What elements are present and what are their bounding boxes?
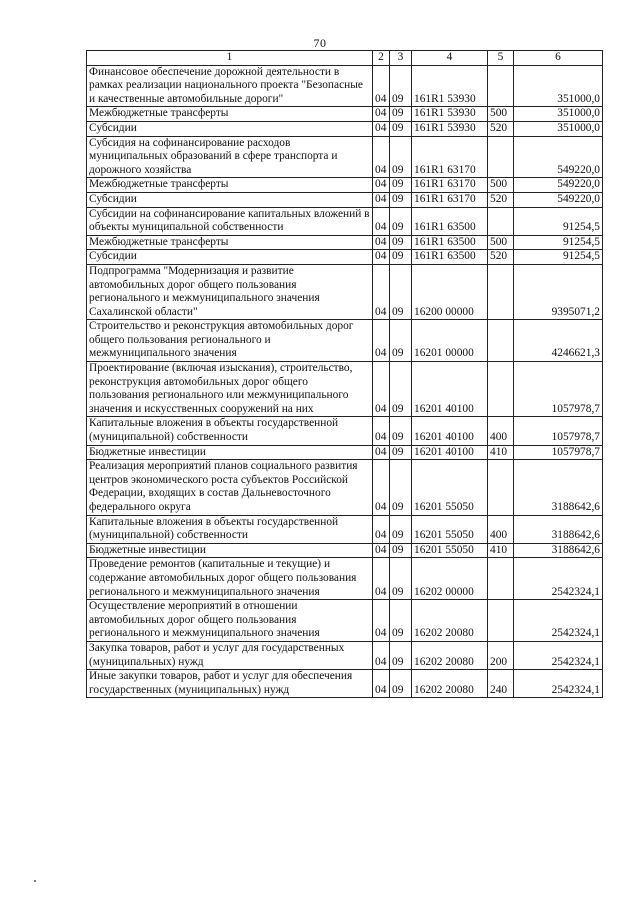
row-expense-type bbox=[488, 320, 514, 362]
row-target-article: 161R1 63500 bbox=[412, 250, 488, 265]
row-name: Финансовое обеспечение дорожной деятельности в рамках реализации национального проекта "Безопасные и качественные автомобильные дороги" bbox=[87, 65, 373, 107]
row-amount: 2542324,1 bbox=[514, 641, 603, 669]
row-target-article: 16201 55050 bbox=[412, 515, 488, 543]
header-cell-6: 6 bbox=[514, 51, 603, 66]
row-name: Строительство и реконструкция автомобильных дорог общего пользования регионального и межмуниципального значения bbox=[87, 320, 373, 362]
row-subsection: 09 bbox=[390, 417, 412, 445]
row-expense-type: 520 bbox=[488, 250, 514, 265]
page-number: 70 bbox=[313, 36, 327, 50]
row-name: Субсидия на софинансирование расходов муниципальных образований в сфере транспорта и дорожного хозяйства bbox=[87, 136, 373, 178]
row-name: Проектирование (включая изыскания), строительство, реконструкция автомобильных дорог общего пользования регионального или межмуниципального значения и искусственных сооружений на них bbox=[87, 362, 373, 417]
row-subsection: 09 bbox=[390, 121, 412, 136]
row-target-article: 16201 55050 bbox=[412, 460, 488, 515]
row-amount: 1057978,7 bbox=[514, 445, 603, 460]
row-target-article: 16201 55050 bbox=[412, 543, 488, 558]
row-name: Капитальные вложения в объекты государственной (муниципальной) собственности bbox=[87, 515, 373, 543]
header-cell-3: 3 bbox=[390, 51, 412, 66]
row-target-article: 161R1 63170 bbox=[412, 178, 488, 193]
row-section: 04 bbox=[373, 417, 390, 445]
row-amount: 4246621,3 bbox=[514, 320, 603, 362]
table-header-row bbox=[87, 51, 603, 66]
row-target-article: 16201 40100 bbox=[412, 417, 488, 445]
row-subsection: 09 bbox=[390, 558, 412, 600]
row-target-article: 161R1 63170 bbox=[412, 192, 488, 207]
table-row bbox=[87, 207, 603, 235]
header-cell-4: 4 bbox=[412, 51, 488, 66]
header-cell-1: 1 bbox=[87, 51, 373, 66]
row-expense-type: 200 bbox=[488, 641, 514, 669]
row-section: 04 bbox=[373, 320, 390, 362]
row-amount: 3188642,6 bbox=[514, 460, 603, 515]
table-row bbox=[87, 460, 603, 515]
row-name: Субсидии на софинансирование капитальных вложений в объекты муниципальной собственности bbox=[87, 207, 373, 235]
row-amount: 351000,0 bbox=[514, 121, 603, 136]
row-amount: 2542324,1 bbox=[514, 600, 603, 642]
row-subsection: 09 bbox=[390, 107, 412, 122]
row-expense-type: 400 bbox=[488, 515, 514, 543]
row-amount: 1057978,7 bbox=[514, 362, 603, 417]
row-amount: 549220,0 bbox=[514, 192, 603, 207]
row-subsection: 09 bbox=[390, 136, 412, 178]
row-amount: 91254,5 bbox=[514, 235, 603, 250]
budget-table bbox=[86, 50, 603, 698]
row-target-article: 16201 40100 bbox=[412, 362, 488, 417]
row-name: Субсидии bbox=[87, 192, 373, 207]
row-expense-type: 500 bbox=[488, 235, 514, 250]
row-expense-type bbox=[488, 264, 514, 319]
row-expense-type bbox=[488, 558, 514, 600]
row-subsection: 09 bbox=[390, 264, 412, 319]
row-section: 04 bbox=[373, 670, 390, 698]
row-section: 04 bbox=[373, 250, 390, 265]
row-name: Осуществление мероприятий в отношении автомобильных дорог общего пользования регионального и межмуниципального значения bbox=[87, 600, 373, 642]
row-amount: 2542324,1 bbox=[514, 558, 603, 600]
row-expense-type bbox=[488, 136, 514, 178]
row-subsection: 09 bbox=[390, 362, 412, 417]
table-row bbox=[87, 558, 603, 600]
row-target-article: 161R1 63170 bbox=[412, 136, 488, 178]
table-row bbox=[87, 670, 603, 698]
table-row bbox=[87, 178, 603, 193]
row-section: 04 bbox=[373, 136, 390, 178]
row-section: 04 bbox=[373, 460, 390, 515]
row-expense-type bbox=[488, 65, 514, 107]
row-section: 04 bbox=[373, 515, 390, 543]
table-row bbox=[87, 65, 603, 107]
row-subsection: 09 bbox=[390, 192, 412, 207]
row-section: 04 bbox=[373, 558, 390, 600]
row-target-article: 161R1 53930 bbox=[412, 107, 488, 122]
table-row bbox=[87, 445, 603, 460]
row-target-article: 16202 00000 bbox=[412, 558, 488, 600]
scan-speck bbox=[34, 880, 36, 882]
row-amount: 351000,0 bbox=[514, 65, 603, 107]
row-amount: 351000,0 bbox=[514, 107, 603, 122]
row-section: 04 bbox=[373, 65, 390, 107]
row-section: 04 bbox=[373, 178, 390, 193]
header-cell-2: 2 bbox=[373, 51, 390, 66]
row-amount: 3188642,6 bbox=[514, 515, 603, 543]
row-target-article: 161R1 63500 bbox=[412, 207, 488, 235]
row-expense-type: 520 bbox=[488, 192, 514, 207]
row-expense-type: 520 bbox=[488, 121, 514, 136]
row-target-article: 161R1 63500 bbox=[412, 235, 488, 250]
table-row bbox=[87, 362, 603, 417]
row-name: Межбюджетные трансферты bbox=[87, 107, 373, 122]
row-name: Бюджетные инвестиции bbox=[87, 543, 373, 558]
table-row bbox=[87, 136, 603, 178]
row-expense-type: 240 bbox=[488, 670, 514, 698]
row-target-article: 16200 00000 bbox=[412, 264, 488, 319]
row-amount: 549220,0 bbox=[514, 178, 603, 193]
table-row bbox=[87, 250, 603, 265]
row-name: Проведение ремонтов (капитальные и текущие) и содержание автомобильных дорог общего пользования регионального и межмуниципального значения bbox=[87, 558, 373, 600]
row-target-article: 16202 20080 bbox=[412, 670, 488, 698]
row-amount: 3188642,6 bbox=[514, 543, 603, 558]
row-section: 04 bbox=[373, 264, 390, 319]
row-name: Межбюджетные трансферты bbox=[87, 235, 373, 250]
row-name: Закупка товаров, работ и услуг для государственных (муниципальных) нужд bbox=[87, 641, 373, 669]
row-name: Субсидии bbox=[87, 121, 373, 136]
row-subsection: 09 bbox=[390, 207, 412, 235]
row-target-article: 16201 40100 bbox=[412, 445, 488, 460]
row-expense-type bbox=[488, 362, 514, 417]
table-row bbox=[87, 192, 603, 207]
table-body bbox=[87, 65, 603, 698]
row-amount: 9395071,2 bbox=[514, 264, 603, 319]
row-target-article: 16202 20080 bbox=[412, 641, 488, 669]
row-section: 04 bbox=[373, 362, 390, 417]
table-row bbox=[87, 417, 603, 445]
table-row bbox=[87, 641, 603, 669]
row-target-article: 16201 00000 bbox=[412, 320, 488, 362]
row-expense-type: 400 bbox=[488, 417, 514, 445]
row-subsection: 09 bbox=[390, 641, 412, 669]
row-amount: 91254,5 bbox=[514, 207, 603, 235]
row-target-article: 161R1 53930 bbox=[412, 65, 488, 107]
row-expense-type: 500 bbox=[488, 178, 514, 193]
table-row bbox=[87, 515, 603, 543]
row-subsection: 09 bbox=[390, 543, 412, 558]
table-row bbox=[87, 264, 603, 319]
row-subsection: 09 bbox=[390, 65, 412, 107]
row-subsection: 09 bbox=[390, 515, 412, 543]
row-subsection: 09 bbox=[390, 670, 412, 698]
row-section: 04 bbox=[373, 121, 390, 136]
row-name: Иные закупки товаров, работ и услуг для обеспечения государственных (муниципальных) нужд bbox=[87, 670, 373, 698]
row-expense-type: 500 bbox=[488, 107, 514, 122]
row-name: Капитальные вложения в объекты государственной (муниципальной) собственности bbox=[87, 417, 373, 445]
table-row bbox=[87, 543, 603, 558]
row-name: Реализация мероприятий планов социального развития центров экономического роста субъектов Российской Федерации, входящих в состав Дальневосточного федерального округа bbox=[87, 460, 373, 515]
row-expense-type bbox=[488, 207, 514, 235]
table-row bbox=[87, 235, 603, 250]
table-row bbox=[87, 600, 603, 642]
header-cell-5: 5 bbox=[488, 51, 514, 66]
row-amount: 549220,0 bbox=[514, 136, 603, 178]
row-name: Бюджетные инвестиции bbox=[87, 445, 373, 460]
row-subsection: 09 bbox=[390, 250, 412, 265]
row-subsection: 09 bbox=[390, 178, 412, 193]
table-row bbox=[87, 121, 603, 136]
row-name: Подпрограмма "Модернизация и развитие автомобильных дорог общего пользования регионального и межмуниципального значения Сахалинской области" bbox=[87, 264, 373, 319]
row-section: 04 bbox=[373, 235, 390, 250]
row-expense-type: 410 bbox=[488, 543, 514, 558]
table-row bbox=[87, 107, 603, 122]
row-section: 04 bbox=[373, 207, 390, 235]
row-expense-type bbox=[488, 600, 514, 642]
row-subsection: 09 bbox=[390, 235, 412, 250]
row-amount: 2542324,1 bbox=[514, 670, 603, 698]
row-section: 04 bbox=[373, 192, 390, 207]
row-section: 04 bbox=[373, 543, 390, 558]
row-section: 04 bbox=[373, 600, 390, 642]
row-section: 04 bbox=[373, 107, 390, 122]
table-row bbox=[87, 320, 603, 362]
row-name: Межбюджетные трансферты bbox=[87, 178, 373, 193]
row-subsection: 09 bbox=[390, 600, 412, 642]
row-section: 04 bbox=[373, 641, 390, 669]
row-target-article: 16202 20080 bbox=[412, 600, 488, 642]
row-amount: 91254,5 bbox=[514, 250, 603, 265]
row-target-article: 161R1 53930 bbox=[412, 121, 488, 136]
row-section: 04 bbox=[373, 445, 390, 460]
row-expense-type bbox=[488, 460, 514, 515]
row-subsection: 09 bbox=[390, 445, 412, 460]
row-subsection: 09 bbox=[390, 460, 412, 515]
row-name: Субсидии bbox=[87, 250, 373, 265]
row-subsection: 09 bbox=[390, 320, 412, 362]
row-amount: 1057978,7 bbox=[514, 417, 603, 445]
row-expense-type: 410 bbox=[488, 445, 514, 460]
